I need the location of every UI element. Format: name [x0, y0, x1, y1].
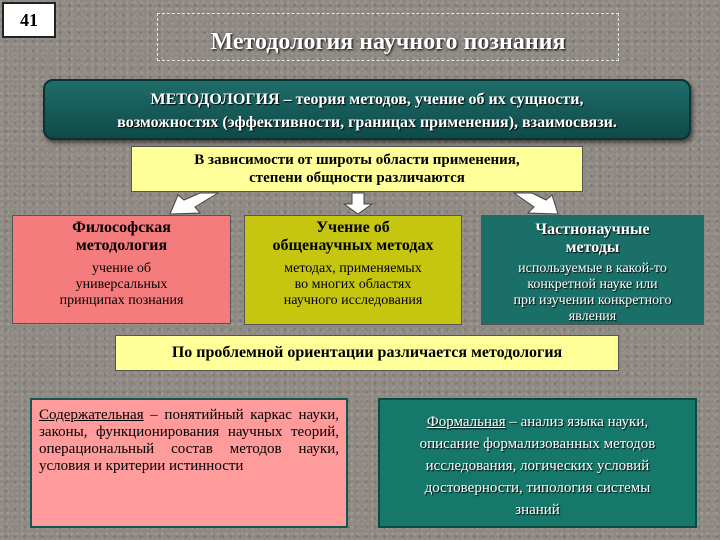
- specific-scientific-methods-box: [481, 215, 704, 325]
- substantive-methodology-box: [30, 398, 348, 528]
- general-scientific-methods-box: [244, 215, 462, 325]
- formal-text-1: – анализ языка науки,: [505, 414, 649, 430]
- box-text-line: принципах познания: [59, 293, 184, 308]
- box-title-1: Философская: [72, 219, 171, 236]
- box-text-line: учение об: [91, 261, 152, 276]
- box-title-2: методы: [565, 239, 620, 256]
- slide-number: 41: [2, 2, 56, 38]
- box-text: [482, 261, 703, 325]
- breadth-criterion-box: [131, 146, 583, 192]
- box-title-1: Учение об: [316, 219, 390, 236]
- problem-orientation-box: По проблемной ориентации различается методология: [115, 335, 619, 371]
- box-text-line: научного исследования: [283, 293, 423, 308]
- page-title: Методология научного познания: [157, 13, 619, 61]
- box-title-1: Частнонаучные: [535, 221, 650, 238]
- arrow-down-icon: [344, 193, 372, 214]
- formal-line: достоверности, типология системы: [424, 480, 651, 496]
- box-text-line: явления: [568, 309, 617, 324]
- box-text-line: конкретной науке или: [527, 277, 658, 292]
- box-text: [245, 261, 461, 309]
- box-text-line: универсальных: [75, 277, 168, 292]
- arrow-right-icon: [514, 193, 558, 214]
- breadth-line-2: степени общности различаются: [249, 170, 465, 186]
- substantive-term: Содержательная: [39, 407, 144, 423]
- definition-line-2: возможностях (эффективности, границах применения), взаимосвязи.: [117, 114, 617, 131]
- breadth-line-1: В зависимости от широты области применения,: [194, 152, 520, 168]
- definition-box: [43, 79, 691, 140]
- box-title-2: методология: [75, 237, 168, 254]
- box-text-line: методах, применяемых: [284, 261, 422, 276]
- box-text-line: при изучении конкретного: [513, 293, 672, 308]
- substantive-text: – понятийный каркас науки, законы, функционирования научных теорий, операциональный состав методов науки, условия и критерии истинности: [39, 407, 339, 474]
- formal-term: Формальная: [426, 414, 506, 430]
- box-text-line: во многих областях: [294, 277, 412, 292]
- philosophical-methodology-box: [12, 215, 231, 324]
- arrow-left-icon: [170, 193, 218, 214]
- box-title-2: общенаучных методах: [272, 237, 434, 254]
- formal-line: описание формализованных методов: [419, 436, 656, 452]
- box-text-line: используемые в какой-то: [518, 261, 667, 276]
- formal-line: исследования, логических условий: [425, 458, 650, 474]
- formal-line: знаний: [515, 502, 560, 518]
- box-text: [13, 261, 230, 309]
- formal-line-1: [380, 411, 695, 433]
- definition-line-1: МЕТОДОЛОГИЯ – теория методов, учение об их сущности,: [150, 91, 584, 108]
- formal-methodology-box: [378, 398, 697, 528]
